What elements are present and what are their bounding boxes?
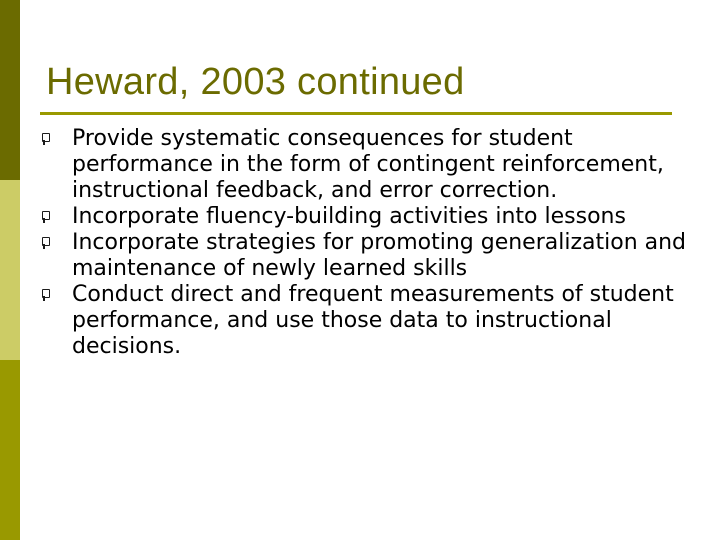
- bullet-item: [0, 126, 720, 204]
- bullet-item: [0, 204, 720, 230]
- bullet-item: [0, 230, 720, 282]
- side-bar-bottom-band: [0, 360, 20, 540]
- square-bullet-icon: [42, 211, 50, 220]
- bullet-text: Incorporate strategies for promoting generalization and maintenance of newly learned skills: [72, 230, 687, 281]
- bullet-text: Conduct direct and frequent measurements of student performance, and use those data to instructional decisions.: [72, 282, 674, 359]
- title-underline: [40, 112, 672, 115]
- square-bullet-icon: [42, 133, 50, 142]
- bullet-list: [0, 126, 720, 360]
- square-bullet-icon: [42, 289, 50, 298]
- bullet-text: Incorporate fluency-building activities into lessons: [72, 204, 626, 229]
- bullet-item: [0, 282, 720, 360]
- bullet-text: Provide systematic consequences for student performance in the form of contingent reinforcement, instructional feedback, and error correction.: [72, 126, 664, 203]
- slide-title: Heward, 2003 continued: [46, 61, 465, 103]
- square-bullet-icon: [42, 237, 50, 246]
